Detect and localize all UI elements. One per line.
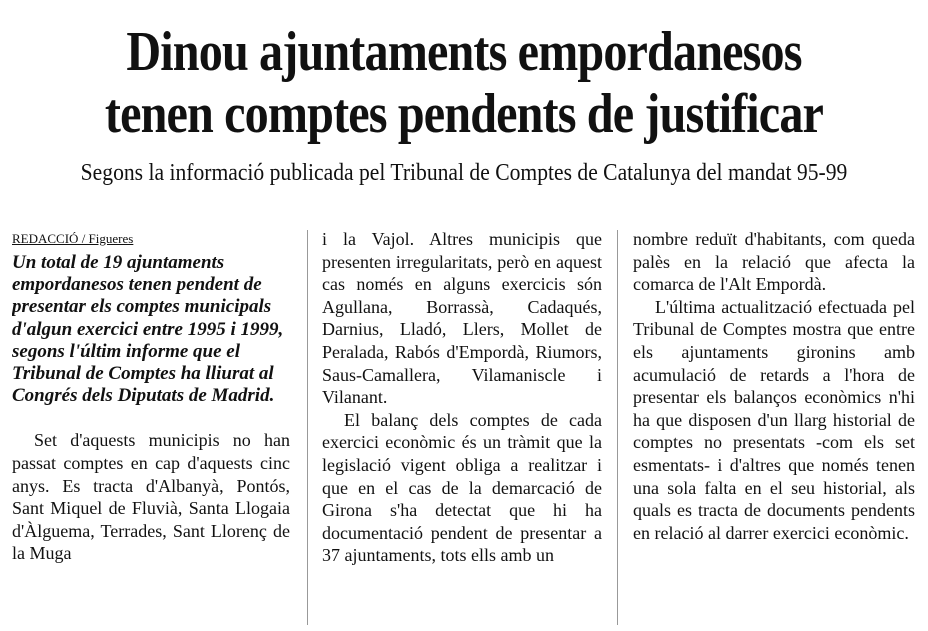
article-column-3 <box>633 228 915 628</box>
subtitle: Segons la informació publicada pel Tribunal de Comptes de Catalunya del mandat 95-99 <box>80 160 848 186</box>
article-column-2 <box>322 228 602 628</box>
body-paragraph-5: L'última actualització efectuada pel Tribunal de Comptes mostra que entre els ajuntaments gironins amb acumulació de retards a l'hora de presentar els balanços econòmics n'hi ha que disposen d'un llarg historial de comptes no presentats -com els set esmentats- i d'altres que només tenen una sola falta en el seu historial, als quals es tracta de documents pendents en relació al darrer exercici econòmic. <box>633 296 915 543</box>
byline: REDACCIÓ / Figueres <box>12 231 134 246</box>
body-paragraph-3: El balanç dels comptes de cada exercici econòmic és un tràmit que la legislació vigent obliga a realitzar i que en el cas de la demarcació de Girona s'ha detectat que hi ha documentació pendent de presentar a 37 ajuntaments, tots ells amb un <box>322 409 602 566</box>
lead-paragraph: Un total de 19 ajuntaments empordanesos tenen pendent de presentar els comptes municipals d'algun exercici entre 1995 i 1999, segons l'últim informe que el Tribunal de Comptes ha lliurat al Congrés dels Diputats de Madrid. <box>12 252 284 407</box>
body-paragraph-1: Set d'aquests municipis no han passat comptes en cap d'aquests cinc anys. Es tracta d'Albanyà, Pontós, Sant Miquel de Fluvià, Santa Llogaia d'Àlguema, Terrades, Sant Llorenç de la Muga <box>12 430 290 564</box>
headline-line-2: tenen comptes pendents de justificar <box>104 83 824 145</box>
body-paragraph-2: i la Vajol. Altres municipis que presenten irregularitats, però en aquest cas només en alguns exercicis són Agullana, Borrassà, Cadaqués, Darnius, Lladó, Llers, Mollet de Peralada, Rabós d'Empordà, Riumors, Saus-Camallera, Vilamaniscle i Vilanant. <box>322 229 602 408</box>
paragraph-gap <box>12 407 290 429</box>
body-paragraph-4: nombre reduït d'habitants, com queda palès en la relació que afecta la comarca de l'Alt Empordà. <box>633 229 915 295</box>
column-divider-2 <box>617 230 618 625</box>
column-divider-1 <box>307 230 308 625</box>
headline-line-1: Dinou ajuntaments empordanesos <box>126 21 802 83</box>
article-column-1 <box>12 228 290 628</box>
